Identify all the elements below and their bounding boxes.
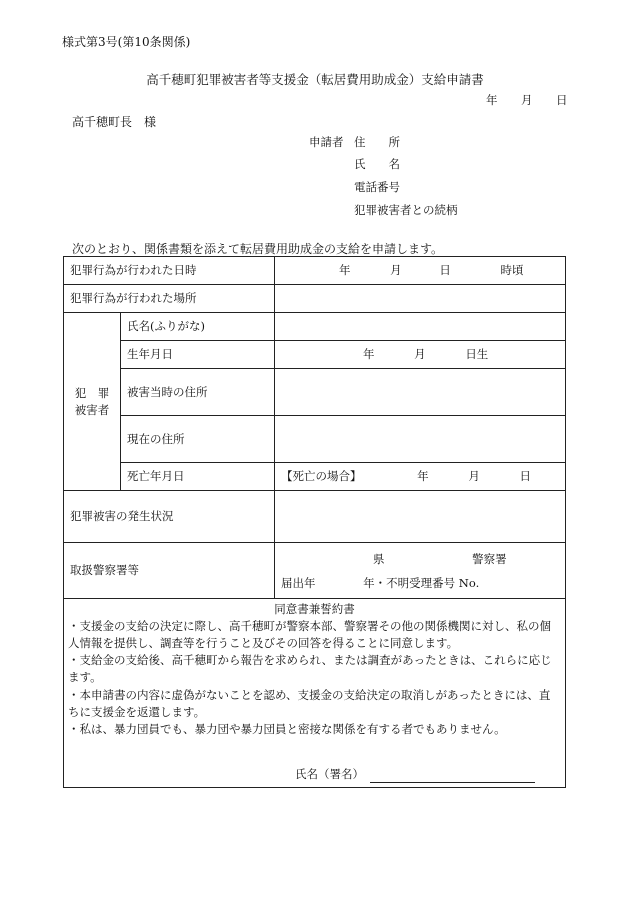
signature-label: 氏名（署名） [295, 767, 364, 782]
victim-birth-row [64, 341, 566, 369]
death-day-unit: 日 [519, 469, 531, 484]
victim-death-row [64, 463, 566, 491]
victim-section-label [64, 313, 121, 491]
victim-birth-label: 生年月日 [121, 341, 275, 369]
consent-title: 同意書兼誓約書 [274, 602, 355, 616]
victim-address-now-row [64, 416, 566, 463]
consent-row [64, 599, 566, 788]
death-year-unit: 年 [417, 469, 429, 484]
signature-line[interactable] [370, 770, 535, 783]
crime-place-label: 犯罪行為が行われた場所 [64, 285, 275, 313]
form-title: 高千穂町犯罪被害者等支援金（転居費用助成金）支給申請書 [146, 72, 484, 87]
victim-label-line1: 犯 罪 [74, 385, 110, 400]
crime-year-unit: 年 [339, 263, 351, 278]
consent-item-1: ・支援金の支給の決定に際し、高千穂町が警察本部、警察署その他の関係機関に対し、私の個人情報を提供し、調査等を行うこと及びその回答を得ることに同意します。 [68, 618, 551, 650]
form-number: 様式第3号(第10条関係) [62, 35, 191, 49]
death-month-unit: 月 [468, 469, 480, 484]
police-row [64, 543, 566, 599]
police-field[interactable] [275, 543, 566, 599]
date-day-label: 日 [556, 93, 568, 107]
applicant-phone-label: 電話番号 [354, 180, 400, 194]
damage-row [64, 491, 566, 543]
victim-death-label: 死亡年月日 [121, 463, 275, 491]
applicant-address-label: 住 所 [354, 135, 400, 149]
victim-address-now-field[interactable] [275, 416, 566, 463]
police-station-unit: 警察署 [472, 551, 507, 566]
crime-datetime-label: 犯罪行為が行われた日時 [64, 257, 275, 285]
police-report-year-label: 届出年 [281, 575, 316, 590]
crime-place-field[interactable] [275, 285, 566, 313]
police-pref-unit: 県 [373, 551, 385, 566]
birth-year-unit: 年 [363, 347, 375, 362]
crime-place-row [64, 285, 566, 313]
victim-death-field[interactable] [275, 463, 566, 491]
police-report-number-label: 年・不明受理番号 No. [363, 575, 480, 590]
victim-address-then-field[interactable] [275, 369, 566, 416]
crime-month-unit: 月 [390, 263, 402, 278]
victim-name-row [64, 313, 566, 341]
damage-label: 犯罪被害の発生状況 [64, 491, 275, 543]
birth-month-unit: 月 [414, 347, 426, 362]
consent-item-2: ・支給金の支給後、高千穂町から報告を求められ、または調査があったときは、これらに応じます。 [68, 653, 552, 685]
consent-item-4: ・私は、暴力団員でも、暴力団や暴力団員と密接な関係を有する者でもありません。 [68, 722, 506, 737]
application-table [63, 256, 566, 788]
victim-label-line2: 被害者 [74, 402, 110, 417]
victim-name-field[interactable] [275, 313, 566, 341]
damage-field[interactable] [275, 491, 566, 543]
police-label: 取扱警察署等 [64, 543, 275, 599]
intro-text: 次のとおり、関係書類を添えて転居費用助成金の支給を申請します。 [72, 242, 444, 256]
consent-section [64, 599, 566, 788]
date-month-label: 月 [521, 93, 533, 107]
crime-datetime-row [64, 257, 566, 285]
consent-item-3: ・本申請書の内容に虚偽がないことを認め、支援金の支給決定の取消しがあったときには、直ちに支援金を返還します。 [68, 687, 551, 719]
victim-address-then-label: 被害当時の住所 [121, 369, 275, 416]
applicant-name-label: 氏 名 [354, 157, 400, 171]
date-year-label: 年 [486, 93, 498, 107]
signature-row [68, 766, 561, 783]
victim-birth-field[interactable] [275, 341, 566, 369]
victim-address-then-row [64, 369, 566, 416]
victim-address-now-label: 現在の住所 [121, 416, 275, 463]
applicant-relation-label: 犯罪被害者との続柄 [354, 203, 458, 217]
death-note: 【死亡の場合】 [281, 469, 362, 484]
birth-day-unit: 日生 [465, 347, 489, 362]
crime-hour-unit: 時頃 [500, 263, 524, 278]
victim-name-label: 氏名(ふりがな) [121, 313, 275, 341]
applicant-label: 申請者 [309, 135, 344, 149]
crime-day-unit: 日 [439, 263, 451, 278]
crime-datetime-field[interactable] [275, 257, 566, 285]
addressee: 高千穂町長 様 [72, 115, 157, 129]
